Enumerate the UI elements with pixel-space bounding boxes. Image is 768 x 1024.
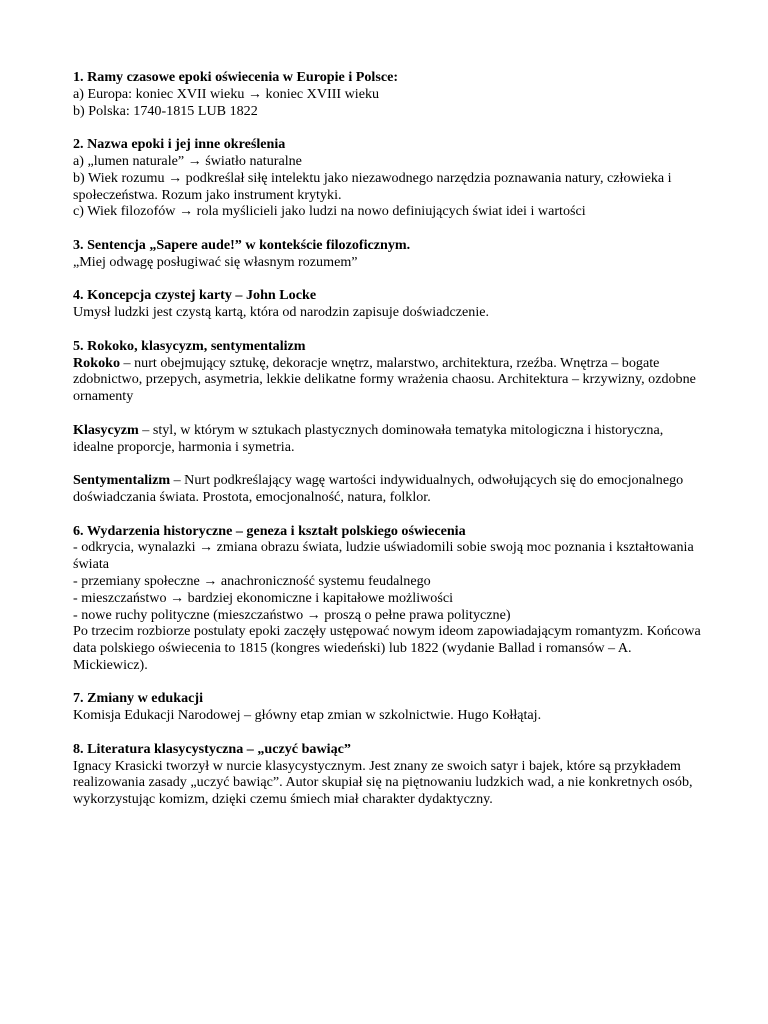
- term-paragraph-sentymentalizm: [73, 472, 705, 506]
- section-heading: 6. Wydarzenia historyczne – geneza i kształt polskiego oświecenia: [73, 522, 466, 539]
- text-line: c) Wiek filozofów → rola myślicieli jako ludzi na nowo definiujących świat idei i wartości: [73, 203, 586, 220]
- text-line: „Miej odwagę posługiwać się własnym rozumem”: [73, 253, 358, 270]
- text-line: Ignacy Krasicki tworzył w nurcie klasycystycznym. Jest znany ze swoich satyr i bajek, które są przykładem realizowania zasady „uczyć bawiąc”. Autor skupiał się na piętnowaniu ludzkich wad, a nie konkretnych osób, wykorzystując komizm, dzięki czemu śmiech miał charakter dydaktyczny.: [73, 757, 693, 808]
- section-heading: 5. Rokoko, klasycyzm, sentymentalizm: [73, 337, 306, 354]
- section-5: [73, 338, 705, 506]
- section-heading: 1. Ramy czasowe epoki oświecenia w Europie i Polsce:: [73, 69, 399, 85]
- text-line: Umysł ludzki jest czystą kartą, która od narodzin zapisuje doświadczenie.: [73, 304, 490, 321]
- text-line: - mieszczaństwo → bardziej ekonomiczne i kapitałowe możliwości: [73, 589, 454, 606]
- section-1: [73, 69, 705, 119]
- term-paragraph-klasycyzm: [73, 422, 705, 456]
- term-label: Sentymentalizm: [73, 472, 171, 489]
- section-heading: 4. Koncepcja czystej karty – John Locke: [73, 287, 317, 304]
- section-4: [73, 287, 705, 321]
- section-2: [73, 136, 705, 220]
- text-line: a) „lumen naturale” → światło naturalne: [73, 152, 302, 169]
- term-label: Rokoko: [73, 354, 120, 371]
- term-text: – styl, w którym w sztukach plastycznych dominowała tematyka mitologiczna i historyczna, idealne proporcje, harmonia i symetria.: [73, 421, 664, 455]
- term-text: – nurt obejmujący sztukę, dekoracje wnętrz, malarstwo, architektura, rzeźba. Wnętrza – bogate zdobnictwo, przepych, asymetria, lekkie delikatne formy wrażenia chaosu. Architektura – krzywizny, ozdobne ornamenty: [73, 354, 696, 405]
- text-line: b) Polska: 1740-1815 LUB 1822: [73, 102, 258, 119]
- text-line: Komisja Edukacji Narodowej – główny etap zmian w szkolnictwie. Hugo Kołłątaj.: [73, 707, 542, 724]
- term-label: Klasycyzm: [73, 421, 139, 438]
- paragraph-gap: [73, 455, 705, 472]
- section-heading: 3. Sentencja „Sapere aude!” w kontekście filozoficznym.: [73, 236, 411, 253]
- term-paragraph-rokoko: [73, 355, 705, 405]
- text-line: Po trzecim rozbiorze postulaty epoki zaczęły ustępować nowym ideom zapowiadającym romantyzm. Końcowa data polskiego oświecenia to 1815 (kongres wiedeński) lub 1822 (wydanie Ballad i romansów – A. Mickiewicz).: [73, 623, 701, 673]
- text-line: - nowe ruchy polityczne (mieszczaństwo → proszą o pełne prawa polityczne): [73, 606, 511, 623]
- term-text: – Nurt podkreślający wagę wartości indywidualnych, odwołujących się do emocjonalnego doświadczania świata. Prostota, emocjonalność, natura, folklor.: [73, 472, 684, 505]
- section-heading: 2. Nazwa epoki i jej inne określenia: [73, 136, 286, 153]
- text-line: - przemiany społeczne → anachroniczność systemu feudalnego: [73, 572, 431, 589]
- section-6: [73, 523, 705, 674]
- section-heading: 8. Literatura klasycystyczna – „uczyć bawiąc”: [73, 740, 351, 757]
- paragraph-gap: [73, 405, 705, 422]
- section-7: [73, 690, 705, 724]
- document-body: [73, 69, 705, 808]
- section-3: [73, 237, 705, 271]
- text-line: a) Europa: koniec XVII wieku → koniec XVIII wieku: [73, 85, 380, 102]
- section-8: [73, 741, 705, 808]
- text-line: b) Wiek rozumu → podkreślał siłę intelektu jako niezawodnego narzędzia poznawania natury, człowieka i społeczeństwa. Rozum jako instrument krytyki.: [73, 169, 672, 203]
- text-line: - odkrycia, wynalazki → zmiana obrazu świata, ludzie uświadomili sobie swoją moc poznania i kształtowania świata: [73, 539, 694, 573]
- section-heading: 7. Zmiany w edukacji: [73, 690, 203, 707]
